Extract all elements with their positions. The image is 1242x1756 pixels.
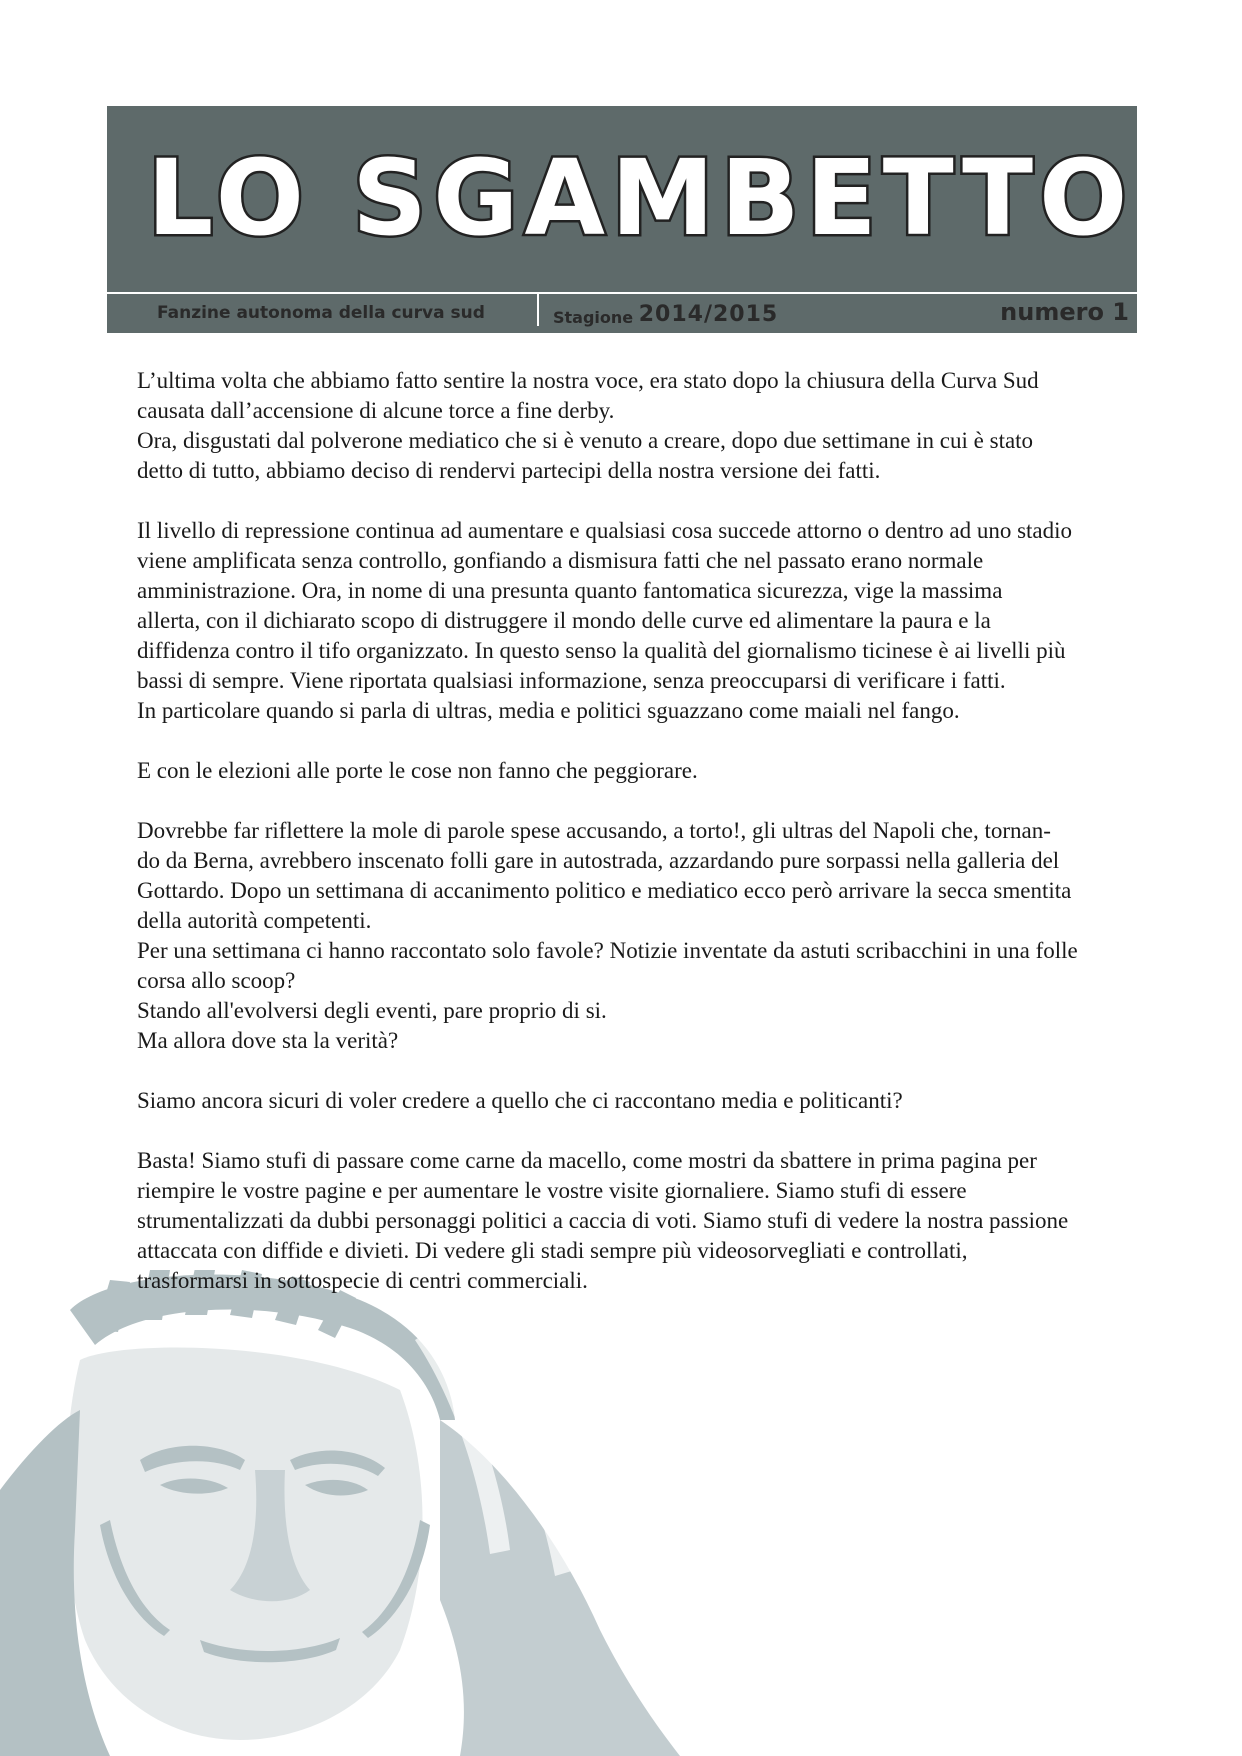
- masthead: [107, 106, 1137, 333]
- text-line: riempire le vostre pagine e per aumentare le vostre visite giornaliere. Siamo stufi di essere: [137, 1178, 967, 1203]
- text-line: allerta, con il dichiarato scopo di distruggere il mondo delle curve ed alimentare la paura e la: [137, 608, 991, 633]
- text-line: Stando all'evolversi degli eventi, pare proprio di si.: [137, 998, 607, 1023]
- text-line: L’ultima volta che abbiamo fatto sentire la nostra voce, era stato dopo la chiusura della Curva Sud: [137, 368, 1039, 393]
- paragraph: [137, 756, 1117, 786]
- text-line: do da Berna, avrebbero inscenato folli gare in autostrada, azzardando pure sorpassi nella galleria del: [137, 848, 1060, 873]
- text-line: amministrazione. Ora, in nome di una presunta quanto fantomatica sicurezza, vige la massima: [137, 578, 1003, 603]
- text-line: Il livello di repressione continua ad aumentare e qualsiasi cosa succede attorno o dentro ad uno stadio: [137, 518, 1073, 543]
- paragraph: [137, 1146, 1117, 1296]
- text-line: trasformarsi in sottospecie di centri commerciali.: [137, 1268, 588, 1293]
- text-line: della autorità competenti.: [137, 908, 372, 933]
- text-line: Per una settimana ci hanno raccontato solo favole? Notizie inventate da astuti scribacchini in una folle: [137, 938, 1078, 963]
- text-line: Ma allora dove sta la verità?: [137, 1028, 399, 1053]
- masthead-strip: [107, 292, 1137, 330]
- text-line: viene amplificata senza controllo, gonfiando a dismisura fatti che nel passato erano normale: [137, 548, 984, 573]
- text-line: corsa allo scoop?: [137, 968, 296, 993]
- paragraph: [137, 1086, 1117, 1116]
- text-line: E con le elezioni alle porte le cose non fanno che peggiorare.: [137, 758, 698, 783]
- text-line: Siamo ancora sicuri di voler credere a quello che ci raccontano media e politicanti?: [137, 1088, 903, 1113]
- text-line: In particolare quando si parla di ultras, media e politici sguazzano come maiali nel fango.: [137, 698, 960, 723]
- paragraph: [137, 816, 1117, 1056]
- text-line: strumentalizzati da dubbi personaggi politici a caccia di voti. Siamo stufi di vedere la nostra passione: [137, 1208, 1069, 1233]
- warrior-head-watermark-icon: [0, 1270, 680, 1756]
- season-label: Stagione: [553, 308, 634, 327]
- article-body: [137, 366, 1117, 1326]
- text-line: Ora, disgustati dal polverone mediatico che si è venuto a creare, dopo due settimane in cui è stato: [137, 428, 1034, 453]
- masthead-title: LO SGAMBETTO: [147, 137, 1134, 259]
- issue-number: numero 1: [1000, 298, 1129, 326]
- text-line: detto di tutto, abbiamo deciso di rendervi partecipi della nostra versione dei fatti.: [137, 458, 881, 483]
- text-line: attaccata con diffide e divieti. Di vedere gli stadi sempre più videosorvegliati e controllati,: [137, 1238, 968, 1263]
- masthead-tagline: Fanzine autonoma della curva sud: [157, 303, 485, 323]
- masthead-season: [537, 292, 778, 326]
- text-line: Gottardo. Dopo un settimana di accanimento politico e mediatico ecco però arrivare la secca smentita: [137, 878, 1072, 903]
- season-value: 2014/2015: [638, 302, 779, 327]
- text-line: bassi di sempre. Viene riportata qualsiasi informazione, senza preoccuparsi di verificare i fatti.: [137, 668, 1006, 693]
- paragraph: [137, 516, 1117, 726]
- text-line: Basta! Siamo stufi di passare come carne da macello, come mostri da sbattere in prima pagina per: [137, 1148, 1037, 1173]
- paragraph: [137, 366, 1117, 486]
- text-line: diffidenza contro il tifo organizzato. In questo senso la qualità del giornalismo ticinese è ai livelli più: [137, 638, 1066, 663]
- text-line: Dovrebbe far riflettere la mole di parole spese accusando, a torto!, gli ultras del Napoli che, tornan-: [137, 818, 1051, 843]
- text-line: causata dall’accensione di alcune torce a fine derby.: [137, 398, 615, 423]
